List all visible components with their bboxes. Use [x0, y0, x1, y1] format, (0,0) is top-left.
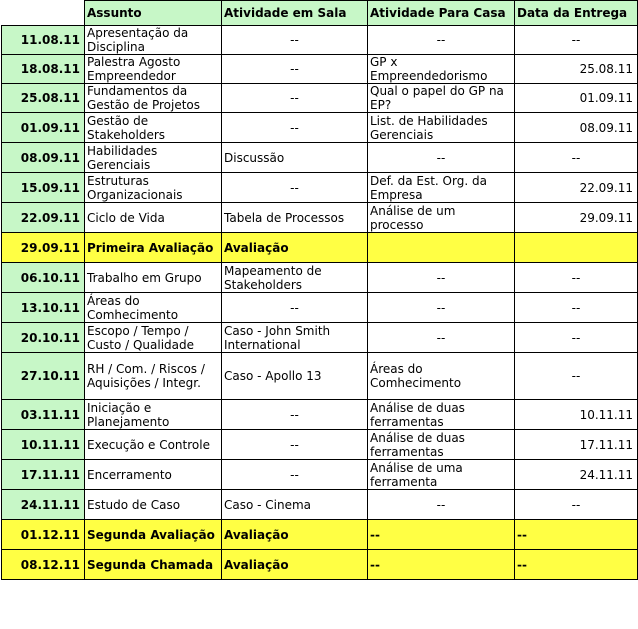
table-row — [2, 353, 638, 400]
data-entrega-cell: -- — [515, 323, 638, 353]
data-entrega-cell: -- — [515, 353, 638, 400]
data-entrega-cell: 10.11.11 — [515, 400, 638, 430]
atividade-casa-cell: Análise de duas ferramentas — [368, 430, 515, 460]
data-entrega-cell: 24.11.11 — [515, 460, 638, 490]
data-entrega-cell: 08.09.11 — [515, 113, 638, 143]
date-cell: 08.09.11 — [2, 143, 85, 173]
header-assunto: Assunto — [85, 1, 222, 26]
table-row — [2, 263, 638, 293]
atividade-casa-cell: Áreas do Comhecimento — [368, 353, 515, 400]
assunto-cell: RH / Com. / Riscos / Aquisições / Integr. — [85, 353, 222, 400]
date-cell: 25.08.11 — [2, 84, 85, 113]
header-atividade-casa: Atividade Para Casa — [368, 1, 515, 26]
atividade-casa-cell: -- — [368, 263, 515, 293]
schedule-table — [1, 0, 638, 580]
header-atividade-sala: Atividade em Sala — [222, 1, 368, 26]
atividade-sala-cell: Avaliação — [222, 520, 368, 550]
table-row — [2, 143, 638, 173]
date-cell: 20.10.11 — [2, 323, 85, 353]
date-cell: 03.11.11 — [2, 400, 85, 430]
atividade-sala-cell: -- — [222, 460, 368, 490]
atividade-sala-cell: Caso - Apollo 13 — [222, 353, 368, 400]
date-cell: 10.11.11 — [2, 430, 85, 460]
table-row — [2, 233, 638, 263]
data-entrega-cell: -- — [515, 550, 638, 580]
table-row — [2, 293, 638, 323]
table-row — [2, 430, 638, 460]
date-cell: 17.11.11 — [2, 460, 85, 490]
atividade-sala-cell: Avaliação — [222, 550, 368, 580]
atividade-casa-cell: -- — [368, 26, 515, 55]
atividade-sala-cell: Caso - John Smith International — [222, 323, 368, 353]
table-row — [2, 460, 638, 490]
atividade-sala-cell: -- — [222, 430, 368, 460]
assunto-cell: Primeira Avaliação — [85, 233, 222, 263]
atividade-sala-cell: -- — [222, 113, 368, 143]
data-entrega-cell: 29.09.11 — [515, 203, 638, 233]
date-cell: 06.10.11 — [2, 263, 85, 293]
atividade-casa-cell: -- — [368, 490, 515, 520]
date-cell: 01.09.11 — [2, 113, 85, 143]
atividade-casa-cell: GP x Empreendedorismo — [368, 55, 515, 84]
date-cell: 08.12.11 — [2, 550, 85, 580]
data-entrega-cell: -- — [515, 263, 638, 293]
atividade-sala-cell: -- — [222, 400, 368, 430]
assunto-cell: Palestra Agosto Empreendedor — [85, 55, 222, 84]
date-cell: 11.08.11 — [2, 26, 85, 55]
assunto-cell: Apresentação da Disciplina — [85, 26, 222, 55]
assunto-cell: Segunda Chamada — [85, 550, 222, 580]
date-cell: 27.10.11 — [2, 353, 85, 400]
atividade-sala-cell: Mapeamento de Stakeholders — [222, 263, 368, 293]
table-row — [2, 400, 638, 430]
assunto-cell: Gestão de Stakeholders — [85, 113, 222, 143]
atividade-casa-cell: -- — [368, 293, 515, 323]
atividade-casa-cell: -- — [368, 550, 515, 580]
assunto-cell: Encerramento — [85, 460, 222, 490]
atividade-sala-cell: -- — [222, 173, 368, 203]
table-row — [2, 113, 638, 143]
atividade-casa-cell: Qual o papel do GP na EP? — [368, 84, 515, 113]
data-entrega-cell: -- — [515, 293, 638, 323]
header-blank-cell — [2, 1, 85, 26]
date-cell: 22.09.11 — [2, 203, 85, 233]
atividade-casa-cell — [368, 233, 515, 263]
atividade-casa-cell: List. de Habilidades Gerenciais — [368, 113, 515, 143]
assunto-cell: Fundamentos da Gestão de Projetos — [85, 84, 222, 113]
data-entrega-cell — [515, 233, 638, 263]
atividade-sala-cell: -- — [222, 55, 368, 84]
data-entrega-cell: -- — [515, 490, 638, 520]
data-entrega-cell: 22.09.11 — [515, 173, 638, 203]
data-entrega-cell: -- — [515, 26, 638, 55]
table-row — [2, 203, 638, 233]
date-cell: 18.08.11 — [2, 55, 85, 84]
atividade-sala-cell: Discussão — [222, 143, 368, 173]
data-entrega-cell: -- — [515, 520, 638, 550]
atividade-sala-cell: Avaliação — [222, 233, 368, 263]
data-entrega-cell: 01.09.11 — [515, 84, 638, 113]
data-entrega-cell: 17.11.11 — [515, 430, 638, 460]
atividade-casa-cell: -- — [368, 323, 515, 353]
atividade-casa-cell: Análise de um processo — [368, 203, 515, 233]
assunto-cell: Ciclo de Vida — [85, 203, 222, 233]
atividade-sala-cell: -- — [222, 293, 368, 323]
assunto-cell: Estudo de Caso — [85, 490, 222, 520]
atividade-sala-cell: Caso - Cinema — [222, 490, 368, 520]
assunto-cell: Áreas do Comhecimento — [85, 293, 222, 323]
data-entrega-cell: -- — [515, 143, 638, 173]
assunto-cell: Trabalho em Grupo — [85, 263, 222, 293]
atividade-sala-cell: -- — [222, 84, 368, 113]
table-row — [2, 84, 638, 113]
table-row — [2, 26, 638, 55]
header-row — [2, 1, 638, 26]
atividade-sala-cell: Tabela de Processos — [222, 203, 368, 233]
atividade-casa-cell: Def. da Est. Org. da Empresa — [368, 173, 515, 203]
table-row — [2, 323, 638, 353]
table-row — [2, 173, 638, 203]
assunto-cell: Habilidades Gerenciais — [85, 143, 222, 173]
table-row — [2, 490, 638, 520]
assunto-cell: Estruturas Organizacionais — [85, 173, 222, 203]
assunto-cell: Execução e Controle — [85, 430, 222, 460]
date-cell: 29.09.11 — [2, 233, 85, 263]
assunto-cell: Iniciação e Planejamento — [85, 400, 222, 430]
atividade-sala-cell: -- — [222, 26, 368, 55]
table-row — [2, 520, 638, 550]
atividade-casa-cell: -- — [368, 143, 515, 173]
header-data-entrega: Data da Entrega — [515, 1, 638, 26]
assunto-cell: Escopo / Tempo / Custo / Qualidade — [85, 323, 222, 353]
date-cell: 24.11.11 — [2, 490, 85, 520]
date-cell: 13.10.11 — [2, 293, 85, 323]
atividade-casa-cell: -- — [368, 520, 515, 550]
date-cell: 15.09.11 — [2, 173, 85, 203]
table-row — [2, 550, 638, 580]
table-row — [2, 55, 638, 84]
data-entrega-cell: 25.08.11 — [515, 55, 638, 84]
date-cell: 01.12.11 — [2, 520, 85, 550]
atividade-casa-cell: Análise de duas ferramentas — [368, 400, 515, 430]
atividade-casa-cell: Análise de uma ferramenta — [368, 460, 515, 490]
assunto-cell: Segunda Avaliação — [85, 520, 222, 550]
